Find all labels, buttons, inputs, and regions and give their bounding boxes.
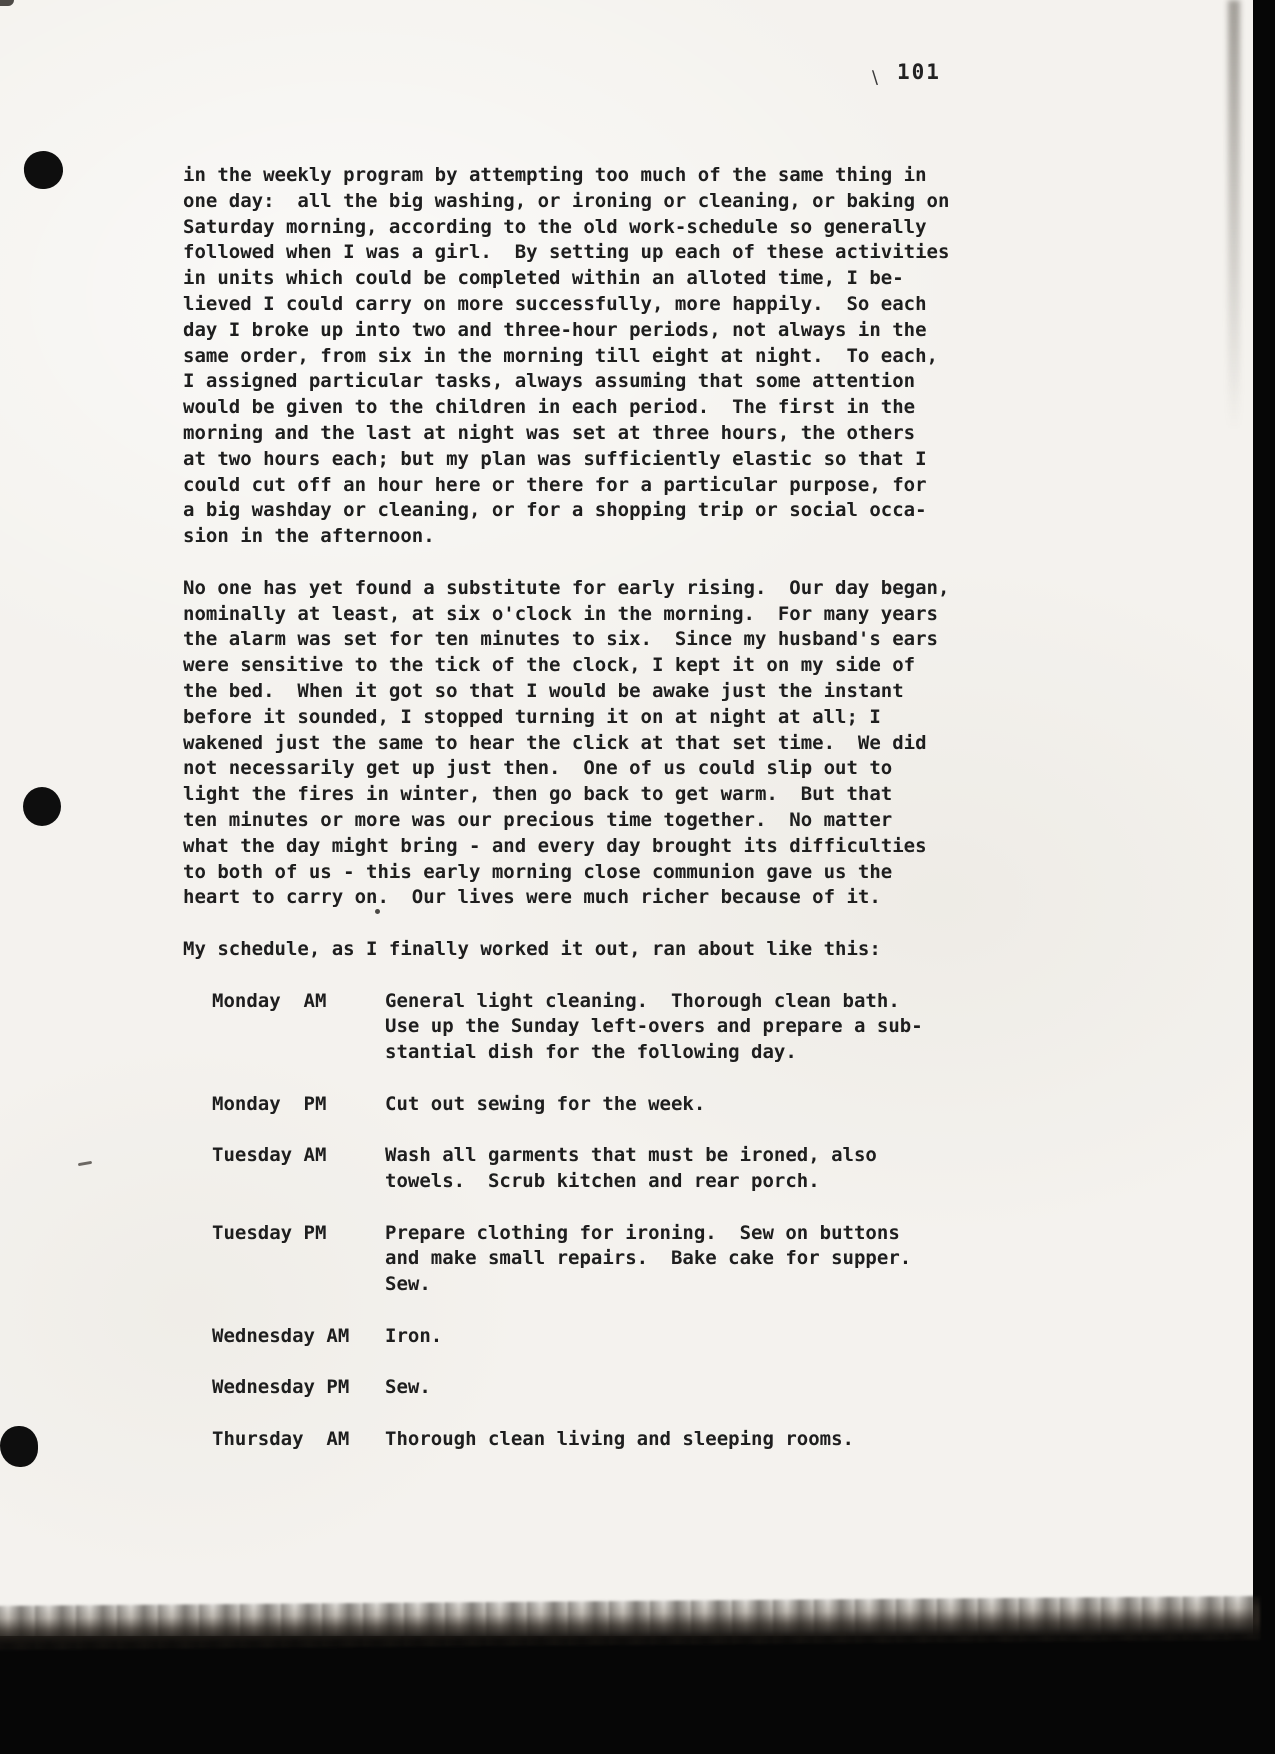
text-line: No one has yet found a substitute for early rising. Our day began,: [183, 576, 950, 599]
text-line: would be given to the children in each period. The first in the: [183, 396, 916, 419]
text-line: what the day might bring - and every day brought its difficulties: [183, 834, 927, 857]
hole-punch: [23, 787, 61, 826]
hole-punch: [0, 1426, 38, 1467]
text-line: same order, from six in the morning till eight at night. To each,: [183, 344, 938, 367]
text-line: day I broke up into two and three-hour periods, not always in the: [183, 318, 927, 341]
schedule-task: [385, 1324, 442, 1350]
text-line: stantial dish for the following day.: [385, 1041, 797, 1064]
text-line: light the fires in winter, then go back to get warm. But that: [183, 783, 893, 806]
text-line: Iron.: [385, 1324, 443, 1347]
text-line: wakened just the same to hear the click at that set time. We did: [183, 731, 927, 754]
text-line: heart to carry on. Our lives were much richer because of it.: [183, 886, 881, 909]
schedule-row: [212, 1324, 949, 1350]
text-line: General light cleaning. Thorough clean bath.: [385, 989, 900, 1012]
schedule-label: Thursday AM: [212, 1428, 350, 1451]
text-line: Sew.: [385, 1376, 431, 1399]
schedule-task: [385, 989, 923, 1066]
text-line: not necessarily get up just then. One of us could slip out to: [183, 757, 893, 780]
body-text: [183, 163, 949, 963]
torn-bottom-edge: [0, 1596, 1260, 1650]
schedule: [183, 989, 949, 1453]
text-line: in the weekly program by attempting too much of the same thing in: [183, 164, 927, 186]
pen-tick-mark: \: [868, 67, 882, 89]
text-line: a big washday or cleaning, or for a shopping trip or social occa-: [183, 499, 927, 522]
schedule-row: [212, 1143, 949, 1195]
corner-smudge: [0, 0, 14, 6]
text-line: Saturday morning, according to the old work-schedule so generally: [183, 215, 927, 238]
text-line: in units which could be completed within an alloted time, I be-: [183, 267, 904, 290]
paragraph: [183, 163, 949, 550]
schedule-task: [385, 1221, 911, 1298]
text-line: to both of us - this early morning close communion gave us the: [183, 860, 893, 883]
schedule-label: Monday AM: [212, 989, 327, 1012]
text-line: at two hours each; but my plan was sufficiently elastic so that I: [183, 447, 927, 470]
text-line: sion in the afternoon.: [183, 525, 435, 548]
schedule-row: [212, 1427, 949, 1453]
schedule-label: Wednesday AM: [212, 1324, 350, 1347]
text-line: one day: all the big washing, or ironing or cleaning, or baking on: [183, 189, 950, 212]
text-line: were sensitive to the tick of the clock, I kept it on my side of: [183, 654, 916, 677]
page-edge-shadow: [1228, 0, 1240, 430]
text-line: Use up the Sunday left-overs and prepare a sub-: [385, 1015, 923, 1038]
text-line: and make small repairs. Bake cake for supper.: [385, 1247, 912, 1270]
text-line: Prepare clothing for ironing. Sew on buttons: [385, 1221, 900, 1244]
text-line: Wash all garments that must be ironed, also: [385, 1144, 877, 1167]
text-line: towels. Scrub kitchen and rear porch.: [385, 1170, 820, 1193]
schedule-label: Tuesday AM: [212, 1144, 327, 1167]
schedule-task: [385, 1143, 877, 1195]
schedule-task: [385, 1427, 854, 1453]
text-line: nominally at least, at six o'clock in the morning. For many years: [183, 602, 938, 625]
text-line: ten minutes or more was our precious time together. No matter: [183, 808, 893, 831]
text-line: morning and the last at night was set at three hours, the others: [183, 421, 916, 444]
text-line: My schedule, as I finally worked it out, ran about like this:: [183, 937, 881, 960]
hole-punch: [22, 148, 66, 191]
paragraph: [183, 576, 949, 911]
schedule-task: [385, 1092, 705, 1118]
paragraph: [183, 937, 949, 963]
schedule-label: Tuesday PM: [212, 1221, 327, 1244]
text-line: before it sounded, I stopped turning it on at night at all; I: [183, 705, 881, 728]
text-line: the alarm was set for ten minutes to six. Since my husband's ears: [183, 628, 938, 651]
schedule-row: [212, 1221, 949, 1298]
schedule-row: [212, 989, 949, 1066]
schedule-task: [385, 1375, 431, 1401]
text-line: Thorough clean living and sleeping rooms.: [385, 1428, 854, 1451]
text-line: I assigned particular tasks, always assuming that some attention: [183, 370, 916, 393]
page-number: 101: [897, 60, 941, 84]
text-line: Cut out sewing for the week.: [385, 1092, 706, 1115]
schedule-row: [212, 1375, 949, 1401]
typewritten-content: [183, 163, 949, 1479]
stray-pen-mark: [78, 1161, 92, 1166]
text-line: followed when I was a girl. By setting up each of these activities: [183, 241, 950, 264]
schedule-label: Wednesday PM: [212, 1376, 350, 1399]
text-line: lieved I could carry on more successfully, more happily. So each: [183, 292, 927, 315]
schedule-label: Monday PM: [212, 1092, 327, 1115]
text-line: could cut off an hour here or there for a particular purpose, for: [183, 473, 927, 496]
text-line: the bed. When it got so that I would be awake just the instant: [183, 679, 904, 702]
ink-speck: [375, 909, 380, 914]
text-line: Sew.: [385, 1273, 431, 1296]
schedule-row: [212, 1092, 949, 1118]
